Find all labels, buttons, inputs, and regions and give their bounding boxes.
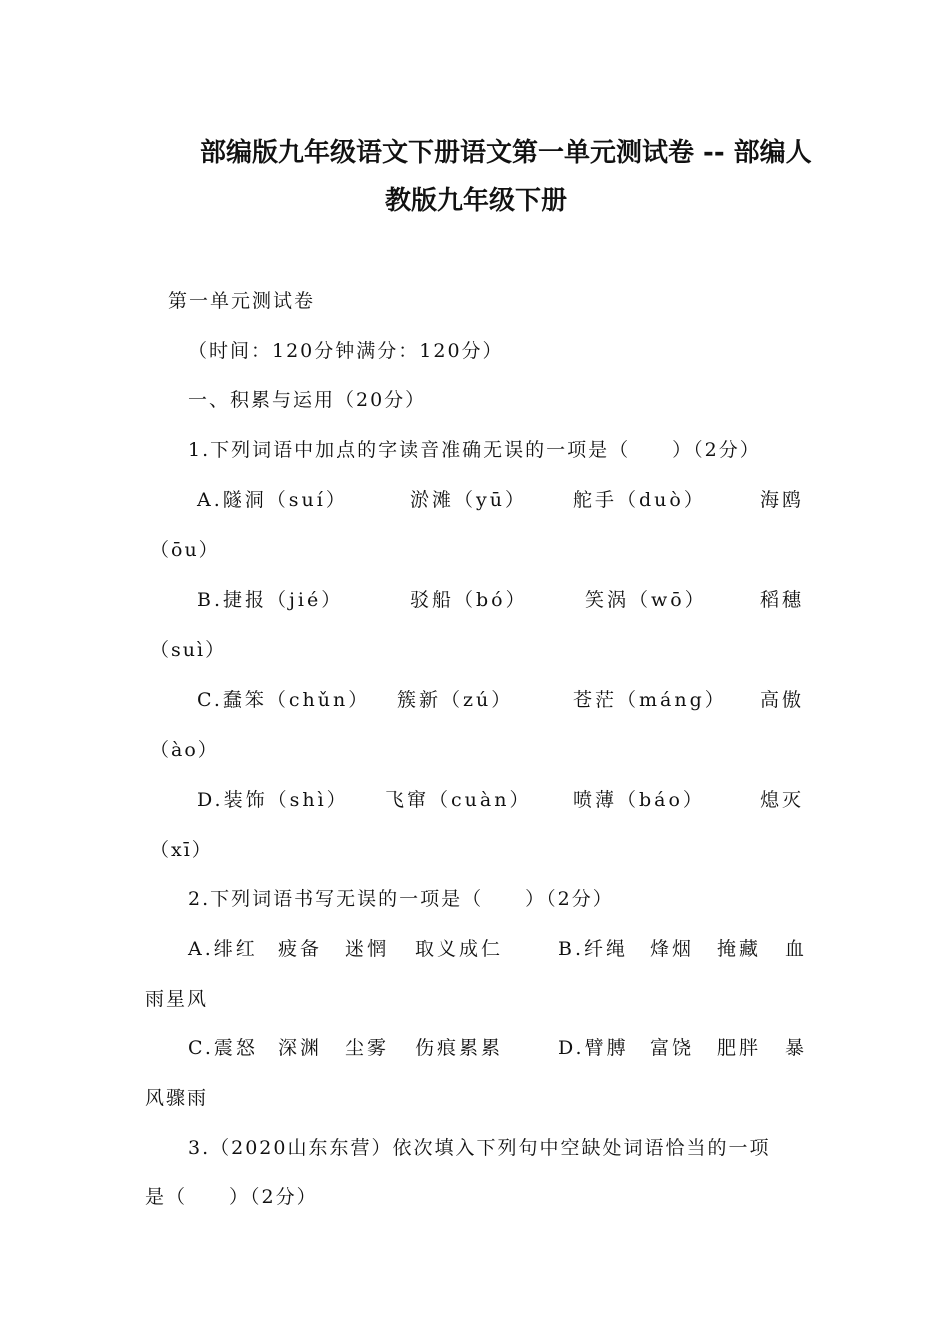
option-item: 飞窜（cuàn） — [385, 789, 532, 811]
option-item: 海鸥 — [760, 489, 805, 511]
document-title-line-2: 教版九年级下册 — [385, 186, 568, 216]
option-item: 苍茫（máng） — [573, 689, 727, 711]
option-item: A.绯红 — [188, 938, 258, 960]
option-item: 淤滩（yū） — [410, 489, 527, 511]
option-item: 笑涡（wō） — [585, 589, 707, 611]
question-1-stem: 1.下列词语中加点的字读音准确无误的一项是（ ）（2分） — [188, 439, 761, 461]
option-item: B.纤绳 — [558, 938, 629, 960]
option-item: 掩藏 — [717, 938, 762, 960]
option-item: 血 — [785, 938, 808, 960]
option-item: C.震怒 — [188, 1037, 258, 1059]
option-item: 驳船（bó） — [410, 589, 528, 611]
q1-option-d-cont: （xī） — [150, 839, 213, 861]
option-item: D.臂膊 — [558, 1037, 629, 1059]
option-item: 取义成仁 — [415, 938, 504, 960]
option-item: B.捷报（jié） — [197, 589, 344, 611]
question-3-stem-cont: 是（ ）（2分） — [145, 1186, 318, 1208]
q2-row-1-cont: 雨星风 — [145, 988, 209, 1010]
option-item: 簇新（zú） — [397, 689, 514, 711]
document-title-line-1: 部编版九年级语文下册语文第一单元测试卷 -- 部编人 — [200, 138, 812, 168]
option-item: 熄灭 — [760, 789, 805, 811]
q1-option-a-cont: （ōu） — [150, 539, 220, 561]
option-item: 舵手（duò） — [573, 489, 706, 511]
option-item: 高傲 — [760, 689, 805, 711]
option-item: 稻穗 — [760, 589, 805, 611]
option-item: 深渊 — [278, 1037, 323, 1059]
option-item: 喷薄（báo） — [573, 789, 705, 811]
option-item: 迷惘 — [345, 938, 390, 960]
time-info: （时间：120分钟满分：120分） — [188, 340, 504, 362]
question-2-stem: 2.下列词语书写无误的一项是（ ）（2分） — [188, 888, 614, 910]
option-item: 尘雾 — [345, 1037, 390, 1059]
option-item: 疲备 — [278, 938, 323, 960]
q1-option-c-cont: （ào） — [150, 739, 219, 761]
option-item: 肥胖 — [717, 1037, 762, 1059]
option-item: C.蠢笨（chǔn） — [197, 689, 371, 711]
unit-heading: 第一单元测试卷 — [168, 290, 316, 312]
option-item: 伤痕累累 — [415, 1037, 504, 1059]
q1-option-b-cont: （suì） — [150, 639, 227, 661]
question-3-stem: 3.（2020山东东营）依次填入下列句中空缺处词语恰当的一项 — [188, 1137, 771, 1159]
option-item: A.隧洞（suí） — [197, 489, 348, 511]
option-item: 富饶 — [650, 1037, 695, 1059]
q2-row-2-cont: 风骤雨 — [145, 1087, 209, 1109]
option-item: D.装饰（shì） — [197, 789, 349, 811]
section-heading: 一、积累与运用（20分） — [188, 389, 427, 411]
option-item: 烽烟 — [650, 938, 695, 960]
option-item: 暴 — [785, 1037, 808, 1059]
